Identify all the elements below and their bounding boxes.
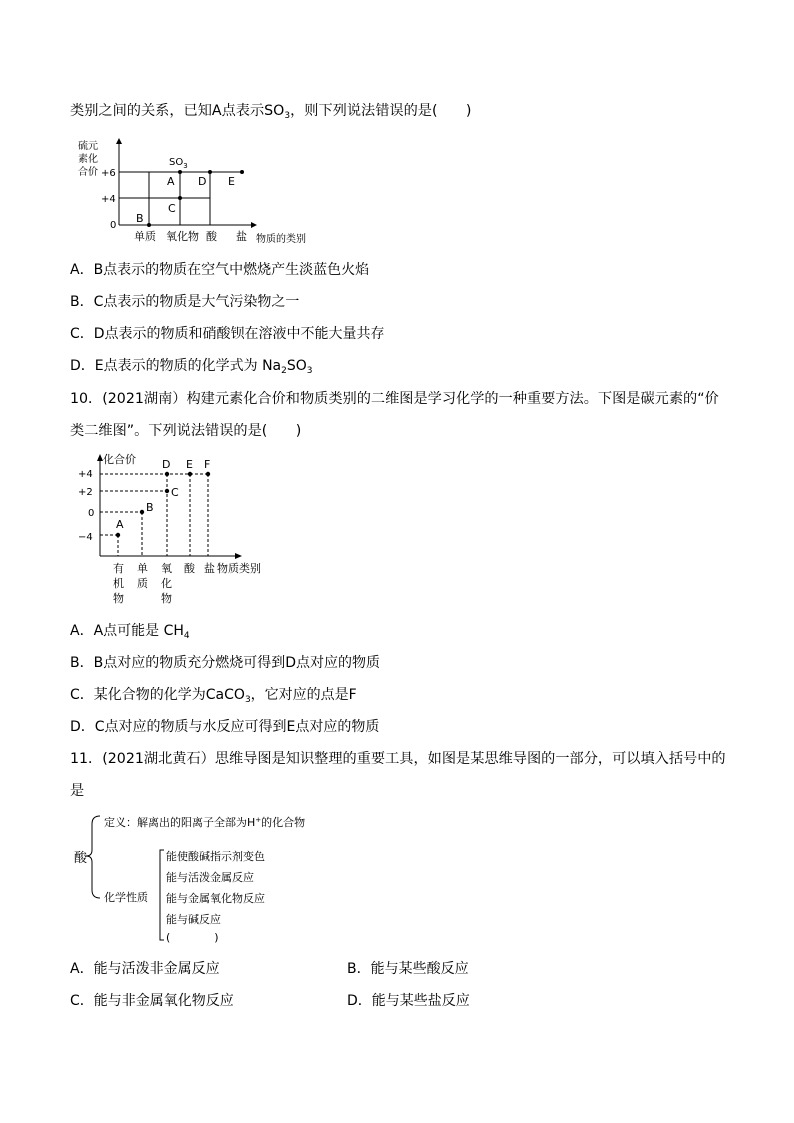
q11-option-d: D．能与某些盐反应 [347, 993, 470, 1009]
q10-ytick-zero: 0 [88, 508, 95, 519]
q10-xcat-oxide-3: 物 [161, 592, 172, 605]
q9-xtick-element: 单质 [134, 230, 156, 243]
q10-stem-line2: 类二维图”。下列说法错误的是( ) [70, 423, 302, 439]
q10-xcat-organic-2: 机 [113, 577, 124, 590]
q10-point-a: A [116, 518, 124, 531]
q10-xcat-organic-1: 有 [113, 562, 124, 575]
q9-point-d: D [198, 175, 207, 188]
q10-point-b: B [146, 501, 154, 514]
q10-point-c: C [171, 486, 179, 499]
q10-option-b: B．B点对应的物质充分燃烧可得到D点对应的物质 [70, 655, 380, 671]
q10-ylabel: 化合价 [103, 453, 136, 466]
q10-option-a: A．A点可能是 $CH_4$ [70, 623, 190, 641]
q9-ytick-plus4: +4 [101, 194, 116, 205]
q11-item-2: 能与活泼金属反应 [166, 871, 254, 884]
q11-item-4: 能与碱反应 [166, 913, 221, 926]
q10-xcat-acid: 酸 [184, 562, 195, 575]
q9-so3-label: $SO_3$ [169, 157, 188, 170]
q9-option-d: D．E点表示的物质的化学式为 $Na_2SO_3$ [70, 358, 313, 376]
q10-stem-line1: 10．(2021湖南）构建元素化合价和物质类别的二维图是学习化学的一种重要方法。下图是碳元素的“价 [70, 391, 719, 407]
q9-ytick-zero: 0 [110, 220, 117, 231]
q9-ylabel-1: 硫元 [78, 141, 98, 152]
q11-mind-map [70, 810, 370, 950]
q9-point-b: B [136, 212, 144, 225]
q9-ytick-plus6: +6 [101, 168, 116, 179]
q11-item-blank: ( ) [166, 931, 219, 944]
q10-xcat-organic-3: 物 [113, 592, 124, 605]
q9-point-a: A [167, 175, 175, 188]
q11-option-a: A．能与活泼非金属反应 [70, 961, 220, 977]
q10-ytick-plus4: +4 [78, 469, 93, 480]
q10-valence-chart [70, 452, 280, 610]
q11-stem-line2: 是 [70, 783, 85, 799]
q9-ylabel-3: 合价 [78, 167, 98, 178]
q11-item-1: 能使酸碱指示剂变色 [166, 850, 265, 863]
q9-xtick-oxide: 氧化物 [166, 230, 199, 243]
q10-ytick-minus4: −4 [78, 532, 93, 543]
q11-stem-line1: 11．(2021湖北黄石）思维导图是知识整理的重要工具，如图是某思维导图的一部分，可以填入括号中的 [70, 751, 726, 767]
q9-option-a: A．B点表示的物质在空气中燃烧产生淡蓝色火焰 [70, 262, 370, 278]
q9-ylabel-2: 素化 [78, 154, 98, 165]
q10-xcat-element-2: 质 [137, 577, 148, 590]
q9-valence-chart [70, 138, 330, 248]
q10-xcat-oxide-1: 氧 [161, 562, 172, 575]
q10-option-c: C．某化合物的化学为CaCO$_3$，它对应的点是F [70, 687, 357, 705]
q9-point-e: E [228, 175, 235, 188]
q9-xtick-acid: 酸 [206, 230, 217, 243]
q10-ytick-plus2: +2 [78, 487, 93, 498]
q10-option-d: D．C点对应的物质与水反应可得到E点对应的物质 [70, 719, 380, 735]
q10-xlabel: 物质类别 [217, 562, 261, 575]
q11-item-3: 能与金属氧化物反应 [166, 892, 265, 905]
q10-point-e: E [186, 458, 193, 471]
q10-xcat-element-1: 单 [137, 562, 148, 575]
q9-point-c: C [168, 202, 176, 215]
q9-option-c: C．D点表示的物质和硝酸钡在溶液中不能大量共存 [70, 326, 385, 342]
q9-xtick-salt: 盐 [236, 230, 247, 243]
q11-option-c: C．能与非金属氧化物反应 [70, 993, 234, 1009]
q11-root-acid: 酸 [74, 851, 88, 866]
q10-point-f: F [204, 458, 211, 471]
q11-definition: 定义：解离出的阳离子全部为H+的化合物 [104, 816, 306, 829]
q10-point-d: D [162, 458, 171, 471]
q11-branch-chem-props: 化学性质 [104, 891, 148, 904]
q9-xlabel: 物质的类别 [256, 234, 306, 245]
q10-xcat-oxide-2: 化 [161, 577, 172, 590]
q10-xcat-salt: 盐 [204, 562, 215, 575]
q9-stem: 类别之间的关系，已知A点表示$SO_3$，则下列说法错误的是( ) [70, 103, 472, 121]
q9-option-b: B．C点表示的物质是大气污染物之一 [70, 294, 300, 310]
q11-option-b: B．能与某些酸反应 [347, 961, 469, 977]
